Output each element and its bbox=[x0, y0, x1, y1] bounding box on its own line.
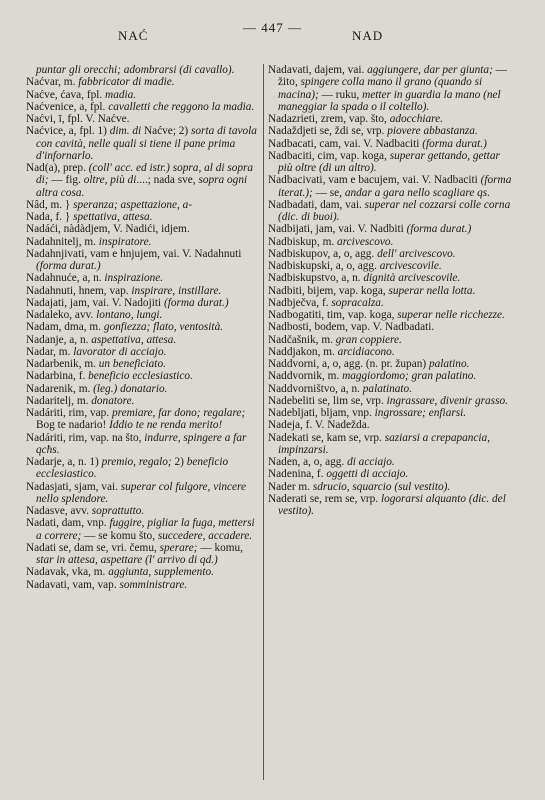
entry-headword: Nadbadati, dam, vai. bbox=[268, 198, 365, 211]
entry-headword: Nadar, m. bbox=[26, 345, 74, 358]
entry-definition: madia. bbox=[105, 88, 137, 101]
dictionary-entry bbox=[26, 113, 262, 125]
dictionary-entry bbox=[26, 370, 262, 382]
entry-definition: fabbricator di madie. bbox=[78, 76, 175, 89]
entry-headword: Nada, f. } bbox=[26, 211, 74, 223]
dictionary-entry bbox=[26, 383, 262, 395]
entry-definition: star in attesa, aspettare (l' arrivo di qd.) bbox=[36, 554, 218, 566]
entry-definition: logorarsi alquanto (dic. del vestito). bbox=[278, 492, 506, 517]
left-column bbox=[26, 64, 262, 591]
dictionary-entry bbox=[268, 248, 512, 260]
entry-headword: Nadavati, vam, vap. bbox=[26, 578, 120, 591]
entry-definition: lontano, lungi. bbox=[96, 309, 163, 321]
entry-headword: Nadbosti, bodem, vap. V. Nadbadati. bbox=[268, 321, 435, 334]
entry-headword: Nadati se, dam se, vri. čemu, bbox=[26, 541, 160, 554]
entry-headword: Nadáriti, rim, vap. na što, bbox=[26, 431, 145, 444]
entry-definition: palatino. bbox=[428, 358, 470, 370]
entry-definition: superar col fulgore, vincere nello splendore. bbox=[36, 480, 247, 505]
dictionary-entry bbox=[268, 174, 512, 199]
entry-headword: Nadaždjeti se, ždi se, vrp. bbox=[268, 125, 388, 138]
entry-definition: inspirazione. bbox=[104, 272, 164, 285]
dictionary-entry bbox=[268, 272, 512, 284]
entry-headword: Nadeja, f. V. Nadežda. bbox=[268, 419, 370, 432]
dictionary-entry bbox=[26, 162, 262, 199]
dictionary-entry bbox=[26, 456, 262, 481]
entry-headword: Nadahnjivati, vam e hnjujem, vai. V. Nadahnuti bbox=[26, 247, 242, 260]
entry-definition: superar nella lotta. bbox=[388, 284, 476, 297]
dictionary-entry bbox=[268, 321, 512, 333]
entry-definition: ingrossare; enfiarsi. bbox=[374, 407, 467, 419]
entry-headword: Nadenina, f. bbox=[268, 468, 327, 481]
dictionary-entry bbox=[26, 481, 262, 506]
entry-definition: spingere colla mano il grano (quando si macina); bbox=[278, 76, 483, 101]
dictionary-entry bbox=[26, 321, 262, 333]
entry-definition: di acciajo. bbox=[347, 456, 395, 468]
entry-headword: Nadaritelj, m. bbox=[26, 394, 92, 407]
dictionary-entry bbox=[268, 236, 512, 248]
entry-headword: Nadasve, avv. bbox=[26, 505, 92, 517]
entry-headword: Nadahnuti, hnem, vap. bbox=[26, 284, 132, 297]
header-right-guide-word: NAD bbox=[352, 28, 384, 43]
entry-headword: Nadekati se, kam se, vrp. bbox=[268, 431, 385, 444]
entry-headword: Nadam, dma, m. bbox=[26, 321, 104, 334]
dictionary-entry bbox=[26, 542, 262, 567]
entry-definition: dell' arcivescovo. bbox=[377, 247, 456, 260]
entry-definition: spettativa, attesa. bbox=[73, 211, 153, 223]
entry-headword: Naćve, ćava, fpl. bbox=[26, 88, 106, 101]
dictionary-entry bbox=[26, 309, 262, 321]
entry-definition: fuggire, pigliar la fuga, mettersi a correre; bbox=[36, 517, 255, 542]
entry-headword: — žito, bbox=[278, 64, 507, 89]
dictionary-entry bbox=[26, 248, 262, 273]
entry-headword: Naćvenice, a, fpl. bbox=[26, 100, 109, 113]
entry-headword: Nadbiskup, m. bbox=[268, 235, 338, 248]
column-divider bbox=[263, 64, 264, 780]
dictionary-entry bbox=[268, 456, 512, 468]
dictionary-entry bbox=[26, 285, 262, 297]
dictionary-entry bbox=[26, 505, 262, 517]
entry-definition: beneficio ecclesiastico. bbox=[88, 370, 193, 383]
page-header bbox=[0, 20, 545, 46]
entry-definition: oltre, più di bbox=[83, 174, 137, 187]
entry-definition: beneficio ecclesiastico. bbox=[36, 456, 229, 481]
entry-headword: Nadanje, a, n. bbox=[26, 333, 92, 346]
entry-headword: Nadarbina, f. bbox=[26, 370, 89, 383]
entry-definition: aggiunta, supplemento. bbox=[108, 566, 214, 579]
dictionary-entry bbox=[268, 199, 512, 224]
entry-headword: Nadebeliti se, lim se, vrp. bbox=[268, 394, 387, 407]
entry-definition: gran coppiere. bbox=[335, 333, 402, 346]
entry-definition: somministrare. bbox=[119, 578, 188, 591]
entry-headword: Nadebljati, bljam, vnp. bbox=[268, 407, 375, 419]
entry-headword: Naćvi, ī, fpl. V. Naćve. bbox=[26, 113, 130, 125]
entry-headword: Nadasjati, sjam, vai. bbox=[26, 480, 121, 493]
dictionary-entry bbox=[26, 199, 262, 211]
dictionary-entry bbox=[268, 481, 512, 493]
entry-definition: indurre, spingere a far qcħs. bbox=[36, 431, 247, 456]
dictionary-entry bbox=[268, 395, 512, 407]
dictionary-entry bbox=[26, 579, 262, 591]
entry-definition: aspettativa, attesa. bbox=[91, 333, 177, 346]
entry-definition: superar nelle ricchezze. bbox=[397, 309, 505, 321]
entry-definition: inspiratore. bbox=[98, 235, 152, 248]
entry-headword: Nadarje, a, n. 1) bbox=[26, 456, 102, 468]
entry-definition: un beneficiato. bbox=[98, 358, 166, 370]
dictionary-entry bbox=[268, 334, 512, 346]
entry-headword: Bog te nadario! bbox=[36, 419, 110, 432]
entry-headword: Nadbogatiti, tim, vap. koga, bbox=[268, 309, 398, 321]
entry-headword: Nâd, m. } bbox=[26, 198, 74, 211]
entry-headword: Nadbiskupski, a, o, agg. bbox=[268, 260, 380, 272]
entry-definition: (forma iterat.); bbox=[278, 174, 512, 199]
entry-headword: Nadahnuće, a, n. bbox=[26, 272, 105, 285]
dictionary-entry bbox=[26, 566, 262, 578]
entry-headword: Nadbacivati, vam e bacujem, vai. V. Nadbaciti bbox=[268, 174, 481, 187]
entry-headword: Nadavati, dajem, vai. bbox=[268, 64, 368, 76]
dictionary-entry bbox=[268, 64, 512, 113]
entry-headword: Nadbiskupov, a, o, agg. bbox=[268, 247, 378, 260]
dictionary-entry bbox=[268, 260, 512, 272]
entry-definition: (forma durat.) bbox=[163, 296, 229, 309]
entry-headword: Nadavak, vka, m. bbox=[26, 566, 109, 579]
entry-headword: Nad(a), prep. bbox=[26, 162, 89, 174]
dictionary-entry bbox=[26, 432, 262, 457]
entry-definition: soprattutto. bbox=[91, 505, 145, 517]
entry-headword: Naden, a, o, agg. bbox=[268, 456, 348, 468]
entry-definition: inspirare, instillare. bbox=[131, 284, 222, 297]
entry-headword: Nadarbenik, m. bbox=[26, 358, 99, 370]
entry-definition: (forma durat.) bbox=[406, 223, 472, 236]
entry-headword: Naćve; 2) bbox=[141, 125, 192, 138]
entry-definition: (forma durat.) bbox=[36, 260, 101, 272]
dictionary-entry bbox=[268, 407, 512, 419]
dictionary-entry bbox=[26, 346, 262, 358]
entry-definition: arcivescovile. bbox=[379, 260, 442, 272]
dictionary-entry bbox=[268, 432, 512, 457]
dictionary-entry bbox=[268, 297, 512, 309]
dictionary-entry bbox=[26, 334, 262, 346]
entry-definition: premiare, far dono; regalare; bbox=[111, 407, 246, 419]
dictionary-entry bbox=[268, 138, 512, 150]
entry-headword: 2) bbox=[171, 456, 187, 468]
entry-definition: sdrucio, squarcio (sul vestito). bbox=[312, 480, 451, 493]
entry-headword: Naddvornik, m. bbox=[268, 370, 343, 383]
entry-headword: Naddjakon, m. bbox=[268, 345, 338, 358]
dictionary-entry bbox=[268, 309, 512, 321]
dictionary-entry bbox=[268, 346, 512, 358]
entry-definition: succedere, accadere. bbox=[157, 529, 253, 542]
page-number: — 447 — bbox=[243, 20, 302, 35]
entry-headword: Nader m. bbox=[268, 480, 313, 493]
entry-definition: andar a gara nello scagliare qs. bbox=[344, 186, 491, 199]
dictionary-entry bbox=[268, 113, 512, 125]
entry-headword: Nadčašnik, m. bbox=[268, 333, 336, 346]
entry-headword: — fig. bbox=[48, 174, 84, 187]
entry-definition: ingrassare, divenir grasso. bbox=[386, 394, 508, 407]
entry-definition: sopracalza. bbox=[331, 296, 384, 309]
entry-definition: gonfiezza; flato, ventosità. bbox=[103, 321, 224, 334]
entry-headword: Nadahnitelj, m. bbox=[26, 235, 99, 248]
dictionary-entry bbox=[26, 297, 262, 309]
dictionary-entry bbox=[26, 211, 262, 223]
entry-definition: maggiordomo; gran palatino. bbox=[342, 370, 477, 383]
dictionary-entry bbox=[26, 223, 262, 235]
right-column bbox=[268, 64, 512, 517]
entry-headword: Naddvorni, a, o, agg. (n. pr. župan) bbox=[268, 358, 429, 370]
dictionary-entry bbox=[268, 419, 512, 431]
entry-headword: Naderati se, rem se, vrp. bbox=[268, 492, 381, 505]
entry-headword: Nadbaciti, cim, vap. koga, bbox=[268, 149, 390, 162]
entry-headword: Nadajati, jam, vai. V. Nadojiti bbox=[26, 296, 164, 309]
entry-definition: Iddio te ne renda merito! bbox=[109, 419, 223, 432]
entry-definition: saziarsi a crepapancia, impinzarsi. bbox=[278, 431, 491, 456]
entry-headword: — komu, bbox=[197, 541, 244, 554]
entry-headword: Naćvice, a, fpl. 1) bbox=[26, 125, 110, 138]
entry-definition: dim. di bbox=[109, 125, 142, 138]
entry-definition: donatore. bbox=[91, 394, 135, 407]
dictionary-entry bbox=[26, 517, 262, 542]
dictionary-entry bbox=[26, 358, 262, 370]
entry-definition: cavalletti che reggono la madia. bbox=[108, 100, 255, 113]
dictionary-entry bbox=[26, 236, 262, 248]
entry-headword: — se, bbox=[312, 186, 345, 199]
entry-definition: dignità arcivescovile. bbox=[363, 272, 461, 285]
entry-headword: Nadbiti, bijem, vap. koga, bbox=[268, 284, 389, 297]
entry-headword: — ruku, bbox=[318, 88, 363, 101]
entry-definition: aggiungere, dar per giunta; bbox=[367, 64, 493, 76]
entry-headword: Nadáći, nàdàdjem, V. Nadići, idjem. bbox=[26, 223, 190, 236]
dictionary-entry bbox=[26, 395, 262, 407]
dictionary-entry bbox=[268, 125, 512, 137]
dictionary-entry bbox=[268, 150, 512, 175]
entry-headword: Nadbječva, f. bbox=[268, 296, 332, 309]
dictionary-entry bbox=[26, 272, 262, 284]
entry-headword: Nadbijati, jam, vai. V. Nadbiti bbox=[268, 223, 407, 236]
entry-definition: (coll' acc. ed istr.) sopra, al di sopra di; bbox=[36, 162, 254, 187]
dictionary-entry bbox=[26, 64, 262, 76]
entry-headword: Nadaleko, avv. bbox=[26, 309, 97, 321]
entry-definition: arcivescovo. bbox=[337, 235, 394, 248]
entry-definition: palatinato. bbox=[362, 382, 413, 395]
dictionary-entry bbox=[268, 223, 512, 235]
entry-definition: superar gettando, gettar più oltre (di un altro). bbox=[278, 149, 500, 174]
entry-headword: — se komu što, bbox=[81, 529, 158, 542]
entry-headword: Naddvorništvo, a, n. bbox=[268, 382, 363, 395]
entry-definition: piovere abbastanza. bbox=[387, 125, 478, 138]
dictionary-entry bbox=[26, 407, 262, 432]
entry-headword: Nadáriti, rim, vap. bbox=[26, 407, 112, 419]
entry-headword: Nadbacati, cam, vai. V. Nadbaciti bbox=[268, 137, 423, 150]
dictionary-entry bbox=[268, 493, 512, 518]
entry-headword: Nadbiskupstvo, a, n. bbox=[268, 272, 364, 285]
entry-headword: Nadarenik, m. bbox=[26, 382, 94, 395]
entry-definition: (forma durat.) bbox=[422, 137, 487, 150]
entry-definition: sorta di tavola con cavità, nelle quali si tiene il pane prima d'infornarlo. bbox=[36, 125, 257, 162]
entry-definition: oggetti di acciajo. bbox=[326, 468, 409, 481]
entry-headword: Nadati, dam, vnp. bbox=[26, 517, 110, 530]
entry-headword: Nadazrieti, zrem, vap. što, bbox=[268, 113, 390, 125]
dictionary-entry bbox=[268, 358, 512, 370]
entry-definition: puntar gli orecchi; adombrarsi (di cavallo). bbox=[36, 64, 235, 76]
dictionary-entry bbox=[26, 89, 262, 101]
entry-definition: speranza; aspettazione, a- bbox=[73, 198, 193, 211]
entry-definition: (leg.) donatario. bbox=[93, 382, 168, 395]
dictionary-entry bbox=[26, 76, 262, 88]
entry-definition: premio, regalo; bbox=[101, 456, 172, 468]
header-left-guide-word: NAĆ bbox=[118, 28, 149, 43]
dictionary-entry bbox=[268, 383, 512, 395]
entry-definition: sopra ogni altra cosa. bbox=[36, 174, 248, 199]
entry-headword: ....; nada sve, bbox=[136, 174, 199, 187]
dictionary-entry bbox=[268, 370, 512, 382]
dictionary-entry bbox=[26, 101, 262, 113]
entry-headword: Naćvar, m. bbox=[26, 76, 79, 89]
dictionary-entry bbox=[268, 285, 512, 297]
dictionary-entry bbox=[26, 125, 262, 162]
entry-definition: arcidiacono. bbox=[337, 345, 395, 358]
dictionary-entry bbox=[268, 468, 512, 480]
entry-definition: metter in guardia la mano (nel maneggiar la spada o il coltello). bbox=[278, 88, 501, 113]
entry-definition: superar nel cozzarsi colle corna (dic. di buoi). bbox=[278, 198, 511, 223]
entry-definition: adocchiare. bbox=[389, 113, 443, 125]
entry-definition: lavorator di acciajo. bbox=[73, 345, 167, 358]
entry-definition: sperare; bbox=[159, 541, 198, 554]
